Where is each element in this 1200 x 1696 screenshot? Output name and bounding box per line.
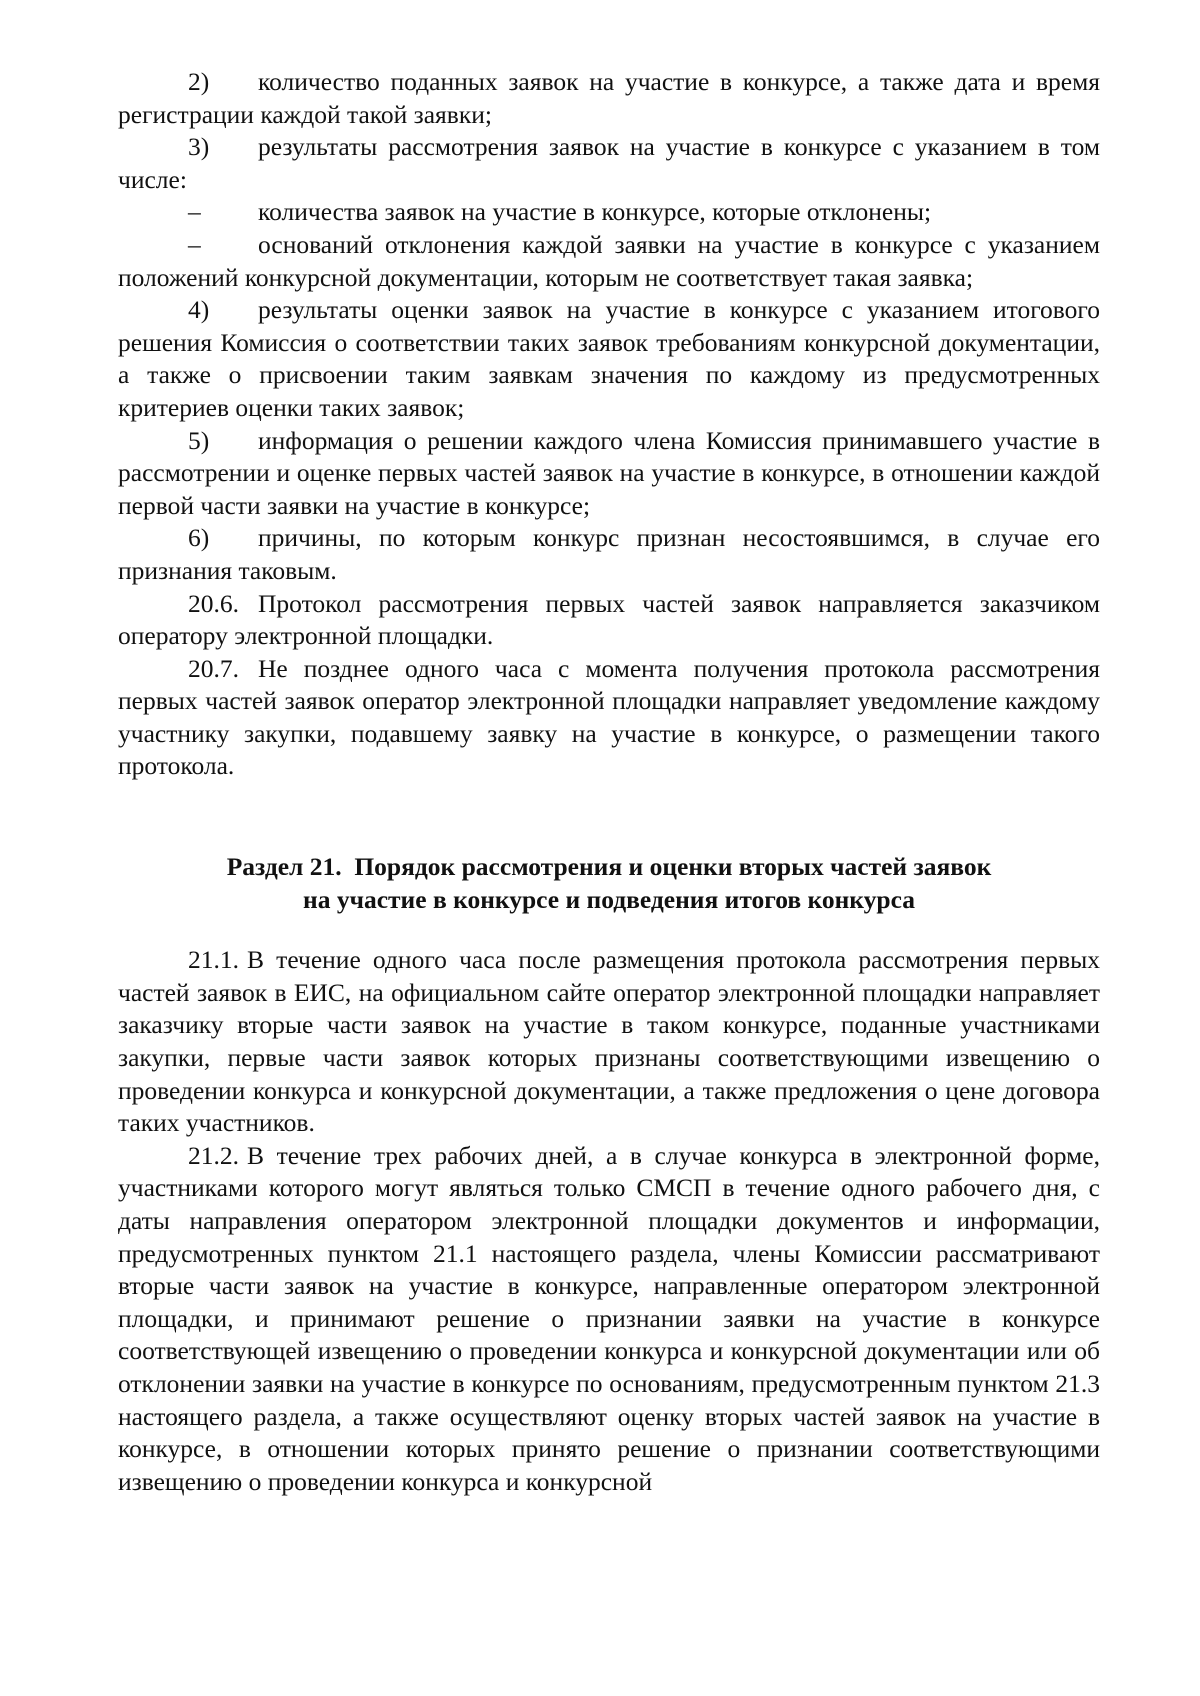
- spacer: [118, 916, 1100, 944]
- dash-marker: –: [188, 229, 201, 259]
- clause-text: Не позднее одного часа с момента получения протокола рассмотрения первых частей заявок оператор электронной площадки направляет уведомление каждому участнику закупки, подавшему заявку на участие в конкурсе, о размещении такого протокола.: [118, 653, 1100, 781]
- item-text: результаты оценки заявок на участие в конкурсе с указанием итогового решения Комиссия о соответствии таких заявок требованиям конкурсной документации, а также о присвоении таким заявкам значения по каждому из предусмотренных критериев оценки таких заявок;: [118, 295, 1100, 422]
- item-text: количество поданных заявок на участие в конкурсе, а также дата и время регистрации каждой такой заявки;: [118, 67, 1100, 129]
- item-number: 3): [188, 132, 210, 162]
- section-title-line-1: Раздел 21. Порядок рассмотрения и оценки вторых частей заявок: [226, 852, 992, 882]
- spacer: [118, 783, 1100, 851]
- clause-text: В течение трех рабочих дней, а в случае конкурса в электронной форме, участниками которого могут являться только СМСП в течение одного рабочего дня, с даты направления оператором электронной площадки документов и информации, предусмотренных пунктом 21.1 настоящего раздела, члены Комиссии рассматривают вторые части заявок на участие в конкурсе, направленные оператором электронной площадки, и принимают решение о признании заявки на участие в конкурсе соответствующей извещению о проведении конкурса и конкурсной документации или об отклонении заявки на участие в конкурсе по основаниям, предусмотренным пунктом 21.3 настоящего раздела, а также осуществляют оценку вторых частей заявок на участие в конкурсе, в отношении которых принято решение о признании соответствующими извещению о проведении конкурса и конкурсной: [118, 1140, 1100, 1496]
- list-item-4: [118, 294, 1100, 424]
- item-number: 6): [188, 523, 210, 553]
- item-text: оснований отклонения каждой заявки на участие в конкурсе с указанием положений конкурсной документации, которым не соответствует такая заявка;: [118, 229, 1100, 292]
- item-text: количества заявок на участие в конкурсе, которые отклонены;: [258, 197, 932, 227]
- item-number: 2): [188, 67, 210, 96]
- section-title-line-2: на участие в конкурсе и подведения итогов конкурса: [303, 884, 915, 914]
- clause-number: 21.2.: [188, 1140, 239, 1170]
- list-item-2: [118, 66, 1100, 131]
- item-text: информация о решении каждого члена Комиссия принимавшего участие в рассмотрении и оценке первых частей заявок на участие в конкурсе, в отношении каждой первой части заявки на участие в конкурсе;: [118, 425, 1100, 520]
- clause-text: Протокол рассмотрения первых частей заявок направляется заказчиком оператору электронной площадки.: [118, 588, 1100, 651]
- dash-item-rejected-count: [118, 196, 1100, 229]
- list-item-3: [118, 131, 1100, 196]
- clause-text: В течение одного часа после размещения протокола рассмотрения первых частей заявок в ЕИС, на официальном сайте оператор электронной площадки направляет заказчику вторые части заявок на участие в таком конкурсе, поданные участниками закупки, первые части заявок которых признаны соответствующими извещению о проведении конкурса и конкурсной документации, а также предложения о цене договора таких участников.: [118, 945, 1100, 1138]
- clause-21-2: [118, 1140, 1100, 1499]
- clause-20-6: [118, 588, 1100, 653]
- item-number: 5): [188, 425, 210, 455]
- item-text: причины, по которым конкурс признан несостоявшимся, в случае его признания таковым.: [118, 523, 1100, 585]
- section-title: [118, 851, 1100, 916]
- list-item-6: [118, 522, 1100, 587]
- dash-marker: –: [188, 197, 201, 227]
- clause-number: 20.7.: [188, 653, 239, 683]
- item-text: результаты рассмотрения заявок на участие в конкурсе с указанием в том числе:: [118, 132, 1100, 194]
- item-number: 4): [188, 295, 210, 325]
- list-item-5: [118, 425, 1100, 523]
- clause-20-7: [118, 653, 1100, 783]
- clause-21-1: [118, 944, 1100, 1140]
- dash-item-rejection-grounds: [118, 229, 1100, 294]
- clause-number: 20.6.: [188, 588, 239, 618]
- clause-number: 21.1.: [188, 945, 239, 975]
